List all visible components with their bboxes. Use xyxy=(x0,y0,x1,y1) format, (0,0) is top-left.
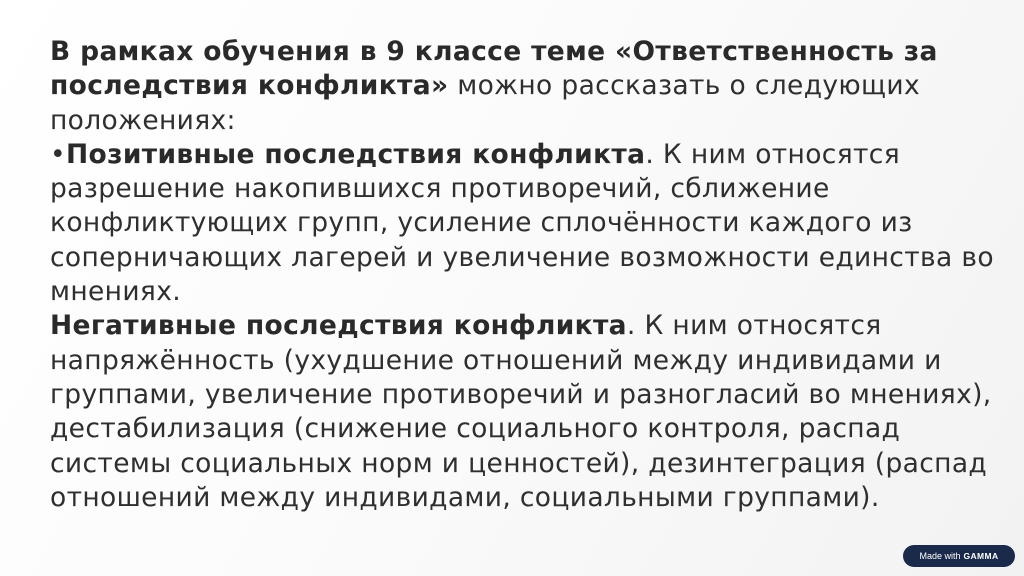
positive-text: . К ним относятся разрешение накопившихся противоречий, сближение конфликтующих групп, усиление сплочённости каждого из соперничающих лагерей и увеличение возможности единства во мнениях. xyxy=(50,138,994,308)
slide-body xyxy=(50,35,1010,515)
negative-paragraph xyxy=(50,309,1010,515)
gamma-logo: GAMMA xyxy=(963,551,999,561)
intro-paragraph xyxy=(50,35,1010,138)
negative-text: . К ним относятся напряжённость (ухудшение отношений между индивидами и группами, увеличение противоречий и разногласий во мнениях), дестабилизация (снижение социального контроля, распад системы социальных норм и ценностей), дезинтеграция (распад отношений между индивидами, социальными группами). xyxy=(50,310,992,513)
positive-bold: Позитивные последствия конфликта xyxy=(65,138,646,170)
bullet: • xyxy=(50,138,66,170)
badge-prefix: Made with xyxy=(919,551,961,561)
made-with-gamma-badge[interactable] xyxy=(903,545,1015,567)
negative-bold: Негативные последствия конфликта xyxy=(50,310,627,342)
intro-text: можно рассказать о следующих положениях: xyxy=(50,70,920,136)
intro-bold: В рамках обучения в 9 классе теме «Ответственность за последствия конфликта» xyxy=(50,36,938,102)
positive-paragraph xyxy=(50,138,1010,309)
